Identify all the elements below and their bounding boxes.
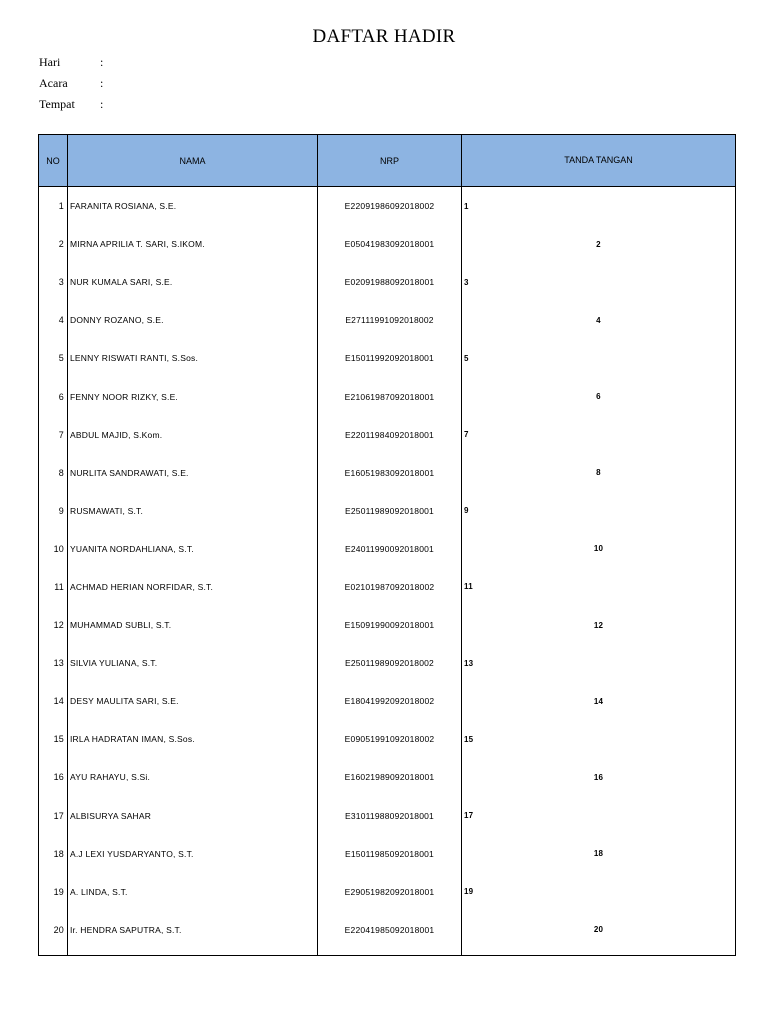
cell-nama: ACHMAD HERIAN NORFIDAR, S.T. (68, 568, 318, 606)
cell-nama: ALBISURYA SAHAR (68, 797, 318, 835)
cell-nrp: E15011992092018001 (318, 339, 462, 377)
cell-no: 19 (39, 873, 68, 911)
cell-tanda-tangan[interactable]: 12 (593, 620, 604, 630)
cell-nrp: E15011985092018001 (318, 835, 462, 873)
cell-tanda-tangan[interactable]: 13 (464, 658, 474, 668)
cell-nama: A.J LEXI YUSDARYANTO, S.T. (68, 835, 318, 873)
cell-no: 20 (39, 911, 68, 949)
table-row (39, 416, 735, 454)
table-row (39, 758, 735, 796)
cell-no: 8 (39, 454, 68, 492)
table-row (39, 530, 735, 568)
cell-nama: YUANITA NORDAHLIANA, S.T. (68, 530, 318, 568)
cell-nama: MUHAMMAD SUBLI, S.T. (68, 606, 318, 644)
cell-nama: FENNY NOOR RIZKY, S.E. (68, 377, 318, 415)
cell-tanda-tangan[interactable]: 16 (593, 772, 604, 782)
cell-tanda-tangan[interactable]: 17 (464, 811, 474, 821)
table-row (39, 568, 735, 606)
attendance-table (38, 134, 736, 956)
table-row (39, 454, 735, 492)
meta-label-hari: Hari (39, 55, 61, 69)
cell-nrp: E25011989092018001 (318, 492, 462, 530)
cell-tanda-tangan[interactable]: 8 (596, 468, 601, 478)
cell-nrp: E21061987092018001 (318, 377, 462, 415)
cell-no: 15 (39, 720, 68, 758)
cell-no: 13 (39, 644, 68, 682)
cell-nrp: E18041992092018002 (318, 682, 462, 720)
cell-tanda-tangan[interactable]: 19 (464, 887, 474, 897)
cell-no: 7 (39, 416, 68, 454)
meta-row-acara (39, 73, 110, 94)
cell-tanda-tangan[interactable]: 20 (593, 925, 604, 935)
cell-tanda-tangan[interactable]: 15 (464, 734, 474, 744)
table-row (39, 187, 735, 225)
cell-tanda-tangan[interactable]: 1 (464, 201, 469, 211)
table-row (39, 873, 735, 911)
meta-label-acara: Acara (39, 76, 68, 90)
table-row (39, 263, 735, 301)
cell-no: 1 (39, 187, 68, 225)
cell-nama: DONNY ROZANO, S.E. (68, 301, 318, 339)
cell-nama: DESY MAULITA SARI, S.E. (68, 682, 318, 720)
cell-nrp: E27111991092018002 (318, 301, 462, 339)
cell-tanda-tangan[interactable]: 2 (596, 239, 601, 249)
cell-no: 5 (39, 339, 68, 377)
cell-tanda-tangan[interactable]: 14 (593, 696, 604, 706)
cell-nama: LENNY RISWATI RANTI, S.Sos. (68, 339, 318, 377)
cell-nama: Ir. HENDRA SAPUTRA, S.T. (68, 911, 318, 949)
cell-tanda-tangan[interactable]: 10 (593, 544, 604, 554)
meta-fields (39, 52, 110, 115)
cell-nama: NURLITA SANDRAWATI, S.E. (68, 454, 318, 492)
cell-no: 9 (39, 492, 68, 530)
cell-nama: IRLA HADRATAN IMAN, S.Sos. (68, 720, 318, 758)
header-tanda-tangan: TANDA TANGAN (564, 154, 633, 165)
cell-nama: AYU RAHAYU, S.Si. (68, 758, 318, 796)
cell-tanda-tangan[interactable]: 18 (593, 849, 604, 859)
meta-colon: : (100, 55, 104, 69)
cell-no: 14 (39, 682, 68, 720)
table-header (39, 135, 735, 187)
cell-nrp: E22011984092018001 (318, 416, 462, 454)
cell-no: 3 (39, 263, 68, 301)
cell-nama: NUR KUMALA SARI, S.E. (68, 263, 318, 301)
cell-nama: A. LINDA, S.T. (68, 873, 318, 911)
header-nama: NAMA (68, 135, 318, 186)
cell-nama: RUSMAWATI, S.T. (68, 492, 318, 530)
cell-no: 10 (39, 530, 68, 568)
meta-label-tempat: Tempat (39, 97, 75, 111)
meta-row-tempat (39, 94, 110, 115)
cell-nrp: E09051991092018002 (318, 720, 462, 758)
cell-no: 6 (39, 377, 68, 415)
cell-nrp: E31011988092018001 (318, 797, 462, 835)
cell-tanda-tangan[interactable]: 3 (464, 277, 469, 287)
table-row (39, 606, 735, 644)
empty-cell (462, 949, 735, 955)
cell-nrp: E15091990092018001 (318, 606, 462, 644)
cell-nama: SILVIA YULIANA, S.T. (68, 644, 318, 682)
cell-no: 11 (39, 568, 68, 606)
cell-nrp: E22091986092018002 (318, 187, 462, 225)
cell-no: 4 (39, 301, 68, 339)
cell-no: 12 (39, 606, 68, 644)
empty-cell (318, 949, 462, 955)
cell-nama: FARANITA ROSIANA, S.E. (68, 187, 318, 225)
cell-tanda-tangan[interactable]: 5 (464, 353, 469, 363)
cell-nrp: E16021989092018001 (318, 758, 462, 796)
cell-tanda-tangan[interactable]: 7 (464, 430, 469, 440)
cell-tanda-tangan[interactable]: 4 (596, 315, 601, 325)
cell-nrp: E05041983092018001 (318, 225, 462, 263)
table-row (39, 835, 735, 873)
table-bottom-padding (39, 949, 735, 955)
table-row (39, 492, 735, 530)
cell-nama: ABDUL MAJID, S.Kom. (68, 416, 318, 454)
cell-tanda-tangan[interactable]: 11 (464, 582, 473, 592)
cell-no: 16 (39, 758, 68, 796)
meta-row-hari (39, 52, 110, 73)
cell-no: 2 (39, 225, 68, 263)
cell-nrp: E29051982092018001 (318, 873, 462, 911)
table-row (39, 682, 735, 720)
cell-nrp: E22041985092018001 (318, 911, 462, 949)
header-no: NO (39, 135, 68, 186)
header-nrp: NRP (318, 135, 462, 186)
meta-colon: : (100, 97, 104, 111)
table-row (39, 797, 735, 835)
cell-nrp: E02091988092018001 (318, 263, 462, 301)
cell-nrp: E24011990092018001 (318, 530, 462, 568)
table-row (39, 911, 735, 949)
cell-nrp: E25011989092018002 (318, 644, 462, 682)
table-row (39, 377, 735, 415)
table-row (39, 301, 735, 339)
cell-nrp: E02101987092018002 (318, 568, 462, 606)
cell-no: 17 (39, 797, 68, 835)
cell-no: 18 (39, 835, 68, 873)
table-row (39, 720, 735, 758)
table-row (39, 339, 735, 377)
table-row (39, 644, 735, 682)
table-body (39, 187, 735, 955)
cell-nama: MIRNA APRILIA T. SARI, S.IKOM. (68, 225, 318, 263)
cell-tanda-tangan[interactable]: 6 (596, 392, 601, 402)
table-row (39, 225, 735, 263)
empty-cell (68, 949, 318, 955)
document-title: DAFTAR HADIR (312, 26, 456, 47)
meta-colon: : (100, 76, 104, 90)
cell-nrp: E16051983092018001 (318, 454, 462, 492)
empty-cell (39, 949, 68, 955)
cell-tanda-tangan[interactable]: 9 (464, 506, 469, 516)
